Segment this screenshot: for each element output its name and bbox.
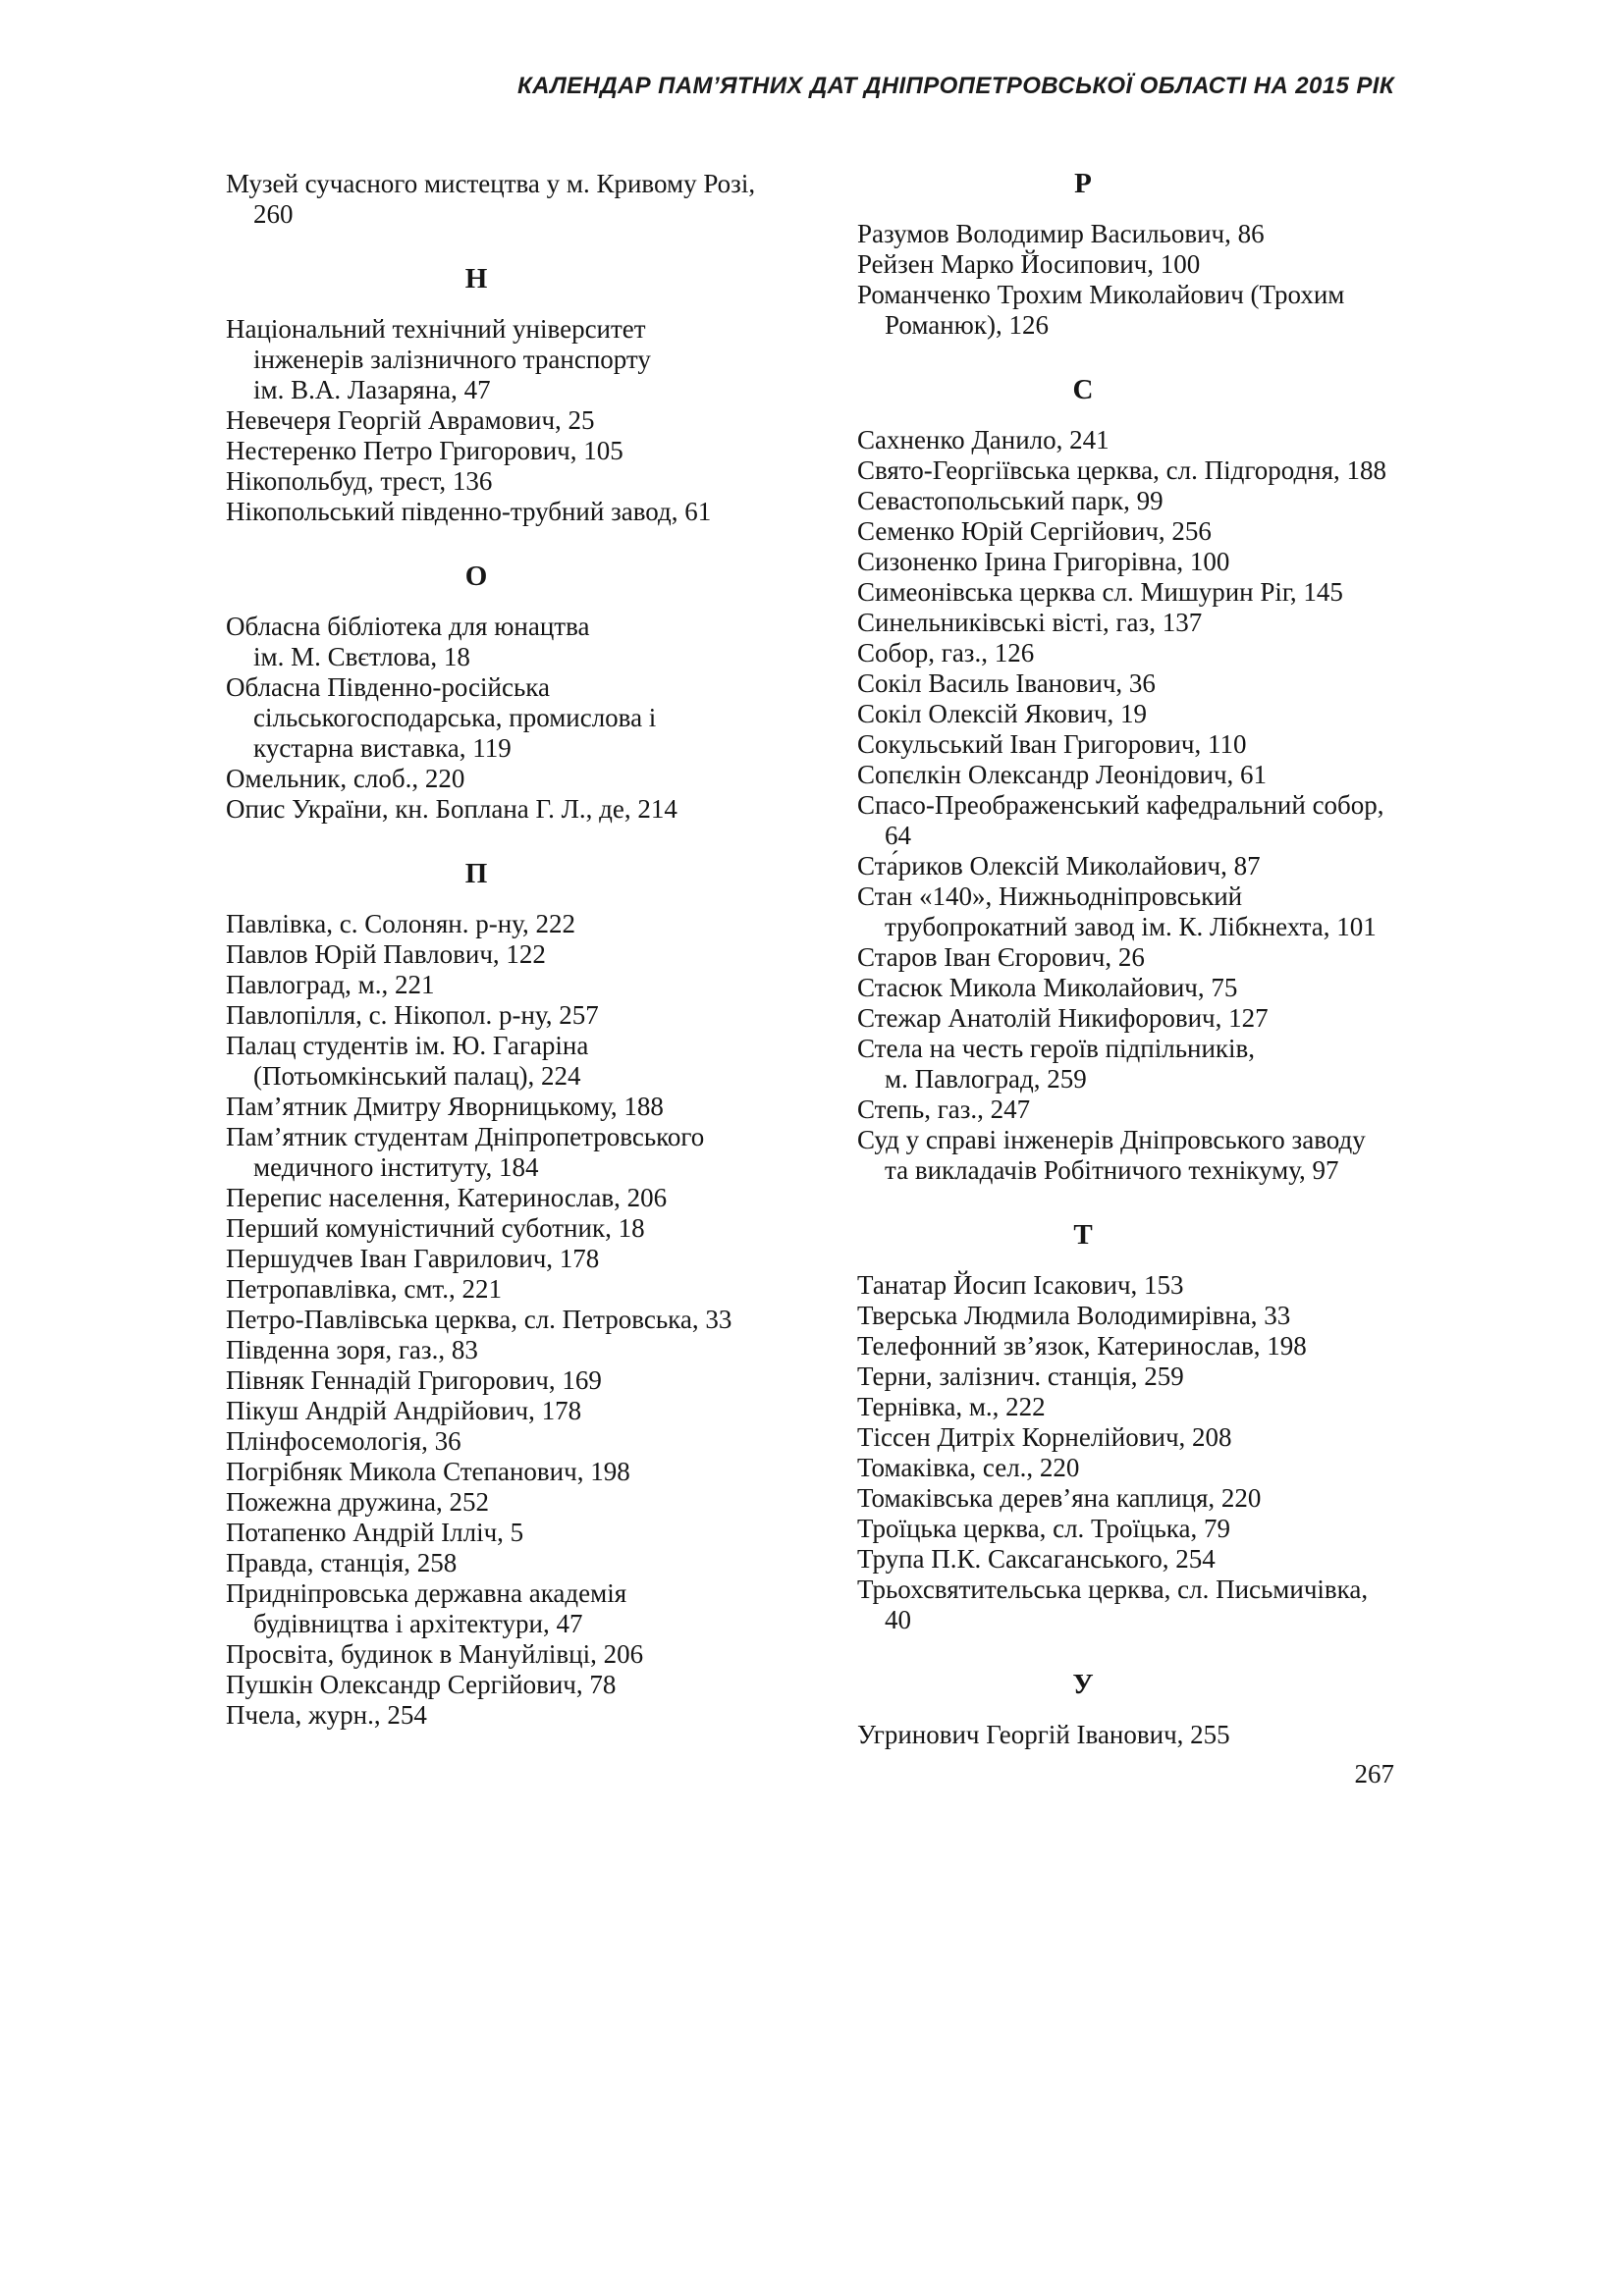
entry-line: Сопєлкін Олександр Леонідович, 61 — [857, 760, 1268, 789]
index-entry — [226, 1548, 857, 1578]
section-letter-П: П — [464, 858, 488, 889]
entry-continuation-line: будівництва і архітектури, 47 — [253, 1609, 583, 1638]
entry-line: Телефонний зв’язок, Катеринослав, 198 — [857, 1331, 1307, 1361]
index-entry — [226, 970, 857, 1000]
index-entry — [857, 486, 1409, 516]
entry-continuation-line: м. Павлоград, 259 — [885, 1064, 1087, 1094]
index-entry — [857, 1301, 1409, 1331]
index-entry — [226, 1274, 857, 1305]
index-entry — [857, 973, 1409, 1003]
index-entry — [226, 169, 857, 230]
entry-line: Обласна Південно-російська — [226, 672, 550, 702]
index-entry — [857, 1453, 1409, 1483]
entry-line: Пчела, журн., 254 — [226, 1700, 427, 1730]
entry-line: Угринович Георгій Іванович, 255 — [857, 1720, 1230, 1749]
entry-line: Свято-Георгіївська церква, сл. Підгородня, 188 — [857, 455, 1387, 485]
index-entry — [857, 1125, 1409, 1186]
entry-line: Суд у справі інженерів Дніпровського заводу — [857, 1125, 1366, 1154]
entry-line: Опис України, кн. Боплана Г. Л., де, 214 — [226, 794, 677, 824]
entry-line: Перший комуністичний суботник, 18 — [226, 1213, 645, 1243]
entry-line: Томаківка, сел., 220 — [857, 1453, 1080, 1482]
entry-line: Першудчев Іван Гаврилович, 178 — [226, 1244, 600, 1273]
entry-line: Тернівка, м., 222 — [857, 1392, 1046, 1421]
entry-line: Пушкін Олександр Сергійович, 78 — [226, 1670, 617, 1699]
entry-line: Собор, газ., 126 — [857, 638, 1035, 667]
index-entry — [857, 1362, 1409, 1392]
index-entry — [857, 851, 1409, 881]
index-entry — [226, 672, 857, 764]
entry-line: Петро-Павлівська церква, сл. Петровська, 33 — [226, 1305, 732, 1334]
entry-line: Троїцька церква, сл. Троїцька, 79 — [857, 1514, 1230, 1543]
entry-line: Пікуш Андрій Андрійович, 178 — [226, 1396, 582, 1425]
index-entry — [857, 729, 1409, 760]
index-entry — [226, 466, 857, 497]
entry-line: Плінфосемологія, 36 — [226, 1426, 461, 1456]
entry-line: Павлов Юрій Павлович, 122 — [226, 939, 546, 969]
entry-line: Романченко Трохим Миколайович (Трохим — [857, 280, 1345, 309]
index-entry — [226, 1000, 857, 1031]
index-entry — [226, 909, 857, 939]
section-letter-Т: Т — [1073, 1219, 1093, 1251]
index-entry — [226, 1244, 857, 1274]
entry-continuation-line: медичного інституту, 184 — [253, 1152, 539, 1182]
index-entry — [857, 1034, 1409, 1095]
index-entry — [857, 1575, 1409, 1635]
index-entry — [226, 1365, 857, 1396]
index-entry — [226, 497, 857, 527]
index-entry — [857, 668, 1409, 699]
index-entry — [857, 249, 1409, 280]
entry-line: Просвіта, будинок в Мануйлівці, 206 — [226, 1639, 644, 1669]
index-entry — [857, 455, 1409, 486]
entry-continuation-line: Романюк), 126 — [885, 310, 1049, 340]
page-number: 267 — [1354, 1759, 1394, 1789]
entry-line: Синельниківські вісті, газ, 137 — [857, 608, 1203, 637]
entry-line: Спасо-Преображенський кафедральний собор, — [857, 790, 1384, 820]
entry-continuation-line: трубопрокатний завод ім. К. Лібкнехта, 101 — [885, 912, 1377, 941]
entry-continuation-line: сільськогосподарська, промислова і — [253, 703, 657, 732]
entry-line: Пам’ятник студентам Дніпропетровського — [226, 1122, 705, 1151]
entry-line: Нікопольський південно-трубний завод, 61 — [226, 497, 712, 526]
entry-line: Павлівка, с. Солонян. р-ну, 222 — [226, 909, 575, 938]
section-letter-Р: Р — [1074, 168, 1092, 199]
entry-line: Музей сучасного мистецтва у м. Кривому Розі, — [226, 169, 756, 198]
index-entry — [226, 436, 857, 466]
index-entry — [857, 425, 1409, 455]
index-entry — [857, 516, 1409, 547]
entry-line: Придніпровська державна академія — [226, 1578, 627, 1608]
index-entry — [226, 1183, 857, 1213]
index-column-right — [857, 169, 1409, 1750]
index-entry — [857, 1422, 1409, 1453]
entry-line: Танатар Йосип Ісакович, 153 — [857, 1270, 1184, 1300]
index-entry — [857, 699, 1409, 729]
index-entry — [226, 612, 857, 672]
entry-line: Перепис населення, Катеринослав, 206 — [226, 1183, 668, 1212]
index-entry — [226, 405, 857, 436]
entry-line: Тіссен Дитріх Корнелійович, 208 — [857, 1422, 1232, 1452]
entry-line: Омельник, слоб., 220 — [226, 764, 465, 793]
index-entry — [857, 547, 1409, 577]
section-letter-О: О — [464, 561, 488, 592]
entry-line: Стела на честь героїв підпільників, — [857, 1034, 1256, 1063]
index-entry — [226, 939, 857, 970]
entry-line: Ста́риков Олексій Миколайович, 87 — [857, 851, 1261, 881]
entry-line: Сизоненко Ірина Григорівна, 100 — [857, 547, 1230, 576]
index-entry — [226, 1578, 857, 1639]
entry-line: Національний технічний університет — [226, 314, 646, 344]
entry-line: Сокульський Іван Григорович, 110 — [857, 729, 1247, 759]
entry-line: Тверська Людмила Володимирівна, 33 — [857, 1301, 1291, 1330]
index-entry — [226, 1031, 857, 1092]
index-entry — [226, 1518, 857, 1548]
index-columns — [226, 169, 1409, 1750]
index-entry — [226, 1487, 857, 1518]
entry-line: Терни, залізнич. станція, 259 — [857, 1362, 1184, 1391]
index-entry — [857, 577, 1409, 608]
index-entry — [857, 638, 1409, 668]
index-entry — [857, 760, 1409, 790]
section-letter-У: У — [1072, 1669, 1094, 1700]
entry-line: Семенко Юрій Сергійович, 256 — [857, 516, 1212, 546]
index-entry — [226, 1305, 857, 1335]
entry-line: Південна зоря, газ., 83 — [226, 1335, 478, 1364]
entry-line: Пожежна дружина, 252 — [226, 1487, 490, 1517]
entry-line: Нікопольбуд, трест, 136 — [226, 466, 493, 496]
entry-continuation-line: 40 — [885, 1605, 911, 1634]
index-entry — [857, 942, 1409, 973]
entry-line: Правда, станція, 258 — [226, 1548, 458, 1577]
entry-continuation-line: та викладачів Робітничого технікуму, 97 — [885, 1155, 1339, 1185]
index-entry — [857, 1720, 1409, 1750]
index-entry — [226, 1213, 857, 1244]
index-entry — [857, 608, 1409, 638]
index-entry — [857, 1483, 1409, 1514]
entry-line: Томаківська дерев’яна каплиця, 220 — [857, 1483, 1262, 1513]
entry-line: Разумов Володимир Васильович, 86 — [857, 219, 1265, 248]
entry-line: Трьохсвятительська церква, сл. Письмичівка, — [857, 1575, 1369, 1604]
entry-line: Симеонівська церква сл. Мишурин Ріг, 145 — [857, 577, 1343, 607]
entry-continuation-line: (Потьомкінський палац), 224 — [253, 1061, 581, 1091]
index-entry — [857, 1095, 1409, 1125]
index-entry — [857, 1514, 1409, 1544]
index-entry — [857, 790, 1409, 851]
entry-continuation-line: 260 — [253, 199, 294, 229]
entry-line: Сокіл Василь Іванович, 36 — [857, 668, 1156, 698]
entry-line: Невечеря Георгій Аврамович, 25 — [226, 405, 595, 435]
entry-line: Старов Іван Єгорович, 26 — [857, 942, 1145, 972]
index-entry — [857, 1544, 1409, 1575]
entry-line: Рейзен Марко Йосипович, 100 — [857, 249, 1201, 279]
entry-continuation-line: ім. М. Свєтлова, 18 — [253, 642, 470, 671]
entry-line: Петропавлівка, смт., 221 — [226, 1274, 502, 1304]
entry-line: Стежар Анатолій Никифорович, 127 — [857, 1003, 1269, 1033]
index-entry — [226, 1122, 857, 1183]
running-header: КАЛЕНДАР ПАМ’ЯТНИХ ДАТ ДНІПРОПЕТРОВСЬКОЇ ОБЛАСТІ НА 2015 РІК — [517, 73, 1394, 99]
index-entry — [226, 1426, 857, 1457]
entry-line: Погрібняк Микола Степанович, 198 — [226, 1457, 630, 1486]
index-entry — [857, 219, 1409, 249]
index-entry — [226, 1396, 857, 1426]
entry-line: Півняк Геннадій Григорович, 169 — [226, 1365, 602, 1395]
entry-line: Трупа П.К. Саксаганського, 254 — [857, 1544, 1216, 1574]
index-entry — [226, 1335, 857, 1365]
index-entry — [226, 794, 857, 825]
entry-line: Павлоград, м., 221 — [226, 970, 435, 999]
entry-line: Стан «140», Нижньодніпровський — [857, 881, 1243, 911]
index-entry — [857, 881, 1409, 942]
entry-line: Стасюк Микола Миколайович, 75 — [857, 973, 1238, 1002]
entry-line: Севастопольський парк, 99 — [857, 486, 1164, 515]
section-letter-С: С — [1072, 374, 1094, 405]
entry-line: Сокіл Олексій Якович, 19 — [857, 699, 1147, 728]
index-entry — [226, 1457, 857, 1487]
entry-line: Пам’ятник Дмитру Яворницькому, 188 — [226, 1092, 664, 1121]
entry-line: Сахненко Данило, 241 — [857, 425, 1110, 454]
index-entry — [226, 1639, 857, 1670]
index-entry — [857, 1270, 1409, 1301]
index-entry — [226, 1092, 857, 1122]
section-letter-Н: Н — [464, 263, 488, 294]
index-entry — [857, 1331, 1409, 1362]
index-entry — [226, 764, 857, 794]
index-entry — [857, 280, 1409, 341]
entry-continuation-line: ім. В.А. Лазаряна, 47 — [253, 375, 491, 404]
index-entry — [857, 1003, 1409, 1034]
entry-line: Степь, газ., 247 — [857, 1095, 1031, 1124]
index-entry — [226, 314, 857, 405]
entry-line: Потапенко Андрій Ілліч, 5 — [226, 1518, 524, 1547]
index-column-left — [226, 169, 857, 1731]
entry-continuation-line: інженерів залізничного транспорту — [253, 345, 651, 374]
entry-line: Нестеренко Петро Григорович, 105 — [226, 436, 623, 465]
entry-line: Павлопілля, с. Нікопол. р-ну, 257 — [226, 1000, 599, 1030]
entry-continuation-line: кустарна виставка, 119 — [253, 733, 512, 763]
entry-line: Палац студентів ім. Ю. Гагаріна — [226, 1031, 589, 1060]
index-entry — [226, 1670, 857, 1700]
index-entry — [226, 1700, 857, 1731]
index-entry — [857, 1392, 1409, 1422]
entry-line: Обласна бібліотека для юнацтва — [226, 612, 590, 641]
entry-continuation-line: 64 — [885, 821, 911, 850]
